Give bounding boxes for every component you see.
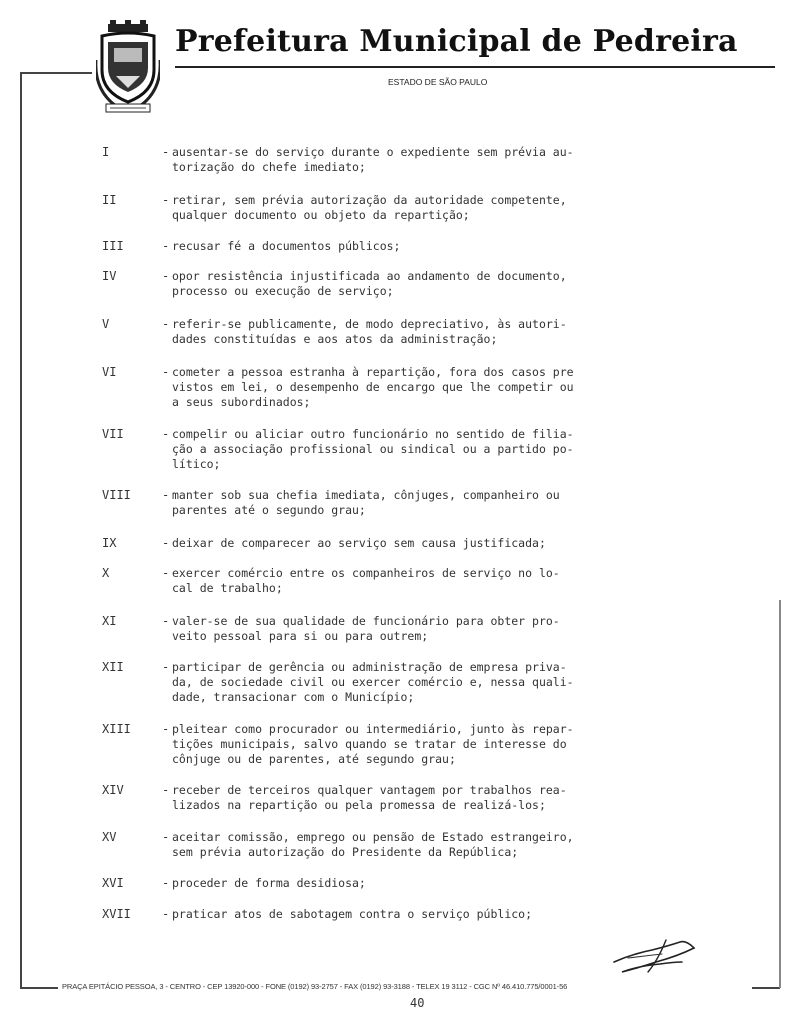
item-text: cometer a pessoa estranha à repartição, fora dos casos pre vistos em lei, o desempenho de encargo que lhe competir ou a seus subordinados; [172,365,574,409]
title-underline [175,66,775,68]
item-text: receber de terceiros qualquer vantagem por trabalhos rea- lizados na repartição ou pela promessa de realizá-los; [172,783,567,812]
handwritten-signature [608,932,700,978]
item-numeral: I [102,145,110,159]
item-numeral: X [102,566,110,580]
item-text: exercer comércio entre os companheiros de serviço no lo- cal de trabalho; [172,566,560,595]
item-numeral: VI [102,365,117,379]
page-title: Prefeitura Municipal de Pedreira [175,24,738,59]
item-numeral: VIII [102,488,131,502]
item-text: ausentar-se do serviço durante o expediente sem prévia au- torização do chefe imediato; [172,145,574,174]
item-numeral: XVII [102,907,131,921]
frame-bottom-left-rule [20,987,58,989]
page-number: 40 [410,996,425,1010]
item-text: referir-se publicamente, de modo depreciativo, às autori- dades constituídas e aos atos da administração; [172,317,567,346]
item-text: praticar atos de sabotagem contra o serviço público; [172,907,533,921]
item-text: opor resistência injustificada ao andamento de documento, processo ou execução de serviço; [172,269,567,298]
item-numeral: IX [102,536,117,550]
item-text: deixar de comparecer ao serviço sem causa justificada; [172,536,546,550]
frame-top-left-rule [20,72,92,74]
item-text: pleitear como procurador ou intermediário, junto às repar- tições municipais, salvo quando se tratar de interesse do cônjuge ou de parentes, até segundo grau; [172,722,574,766]
item-text: manter sob sua chefia imediata, cônjuges, companheiro ou parentes até o segundo grau; [172,488,560,517]
item-numeral: XV [102,830,117,844]
item-numeral: III [102,239,124,253]
item-text: aceitar comissão, emprego ou pensão de Estado estrangeiro, sem prévia autorização do Presidente da República; [172,830,574,859]
municipal-crest-icon [96,20,160,116]
item-numeral: XIV [102,783,124,797]
item-numeral: IV [102,269,117,283]
item-numeral: XI [102,614,117,628]
frame-bottom-right-rule [752,987,780,989]
item-text: valer-se de sua qualidade de funcionário para obter pro- veito pessoal para si ou para outrem; [172,614,560,643]
frame-right-rule [779,600,781,988]
item-numeral: II [102,193,117,207]
item-text: participar de gerência ou administração de empresa priva- da, de sociedade civil ou exercer comércio e, nessa quali- dade, transacionar com o Município; [172,660,574,704]
item-numeral: V [102,317,110,331]
item-text: recusar fé a documentos públicos; [172,239,401,253]
frame-left-rule [20,72,22,988]
item-numeral: XIII [102,722,131,736]
item-numeral: VII [102,427,124,441]
item-text: compelir ou aliciar outro funcionário no sentido de filia- ção a associação profissional ou sindical ou a partido po- lítico; [172,427,574,471]
item-numeral: XII [102,660,124,674]
item-text: retirar, sem prévia autorização da autoridade competente, qualquer documento ou objeto da repartição; [172,193,567,222]
item-numeral: XVI [102,876,124,890]
footer-address: PRAÇA EPITÁCIO PESSOA, 3 - CENTRO - CEP 13920-000 - FONE (0192) 93-2757 - FAX (0192) 93-3188 - TELEX 19 3112 - CGC Nº 46.410.775/0001-56 [62,982,568,991]
item-text: proceder de forma desidiosa; [172,876,366,890]
state-subtitle: ESTADO DE SÃO PAULO [388,77,488,87]
